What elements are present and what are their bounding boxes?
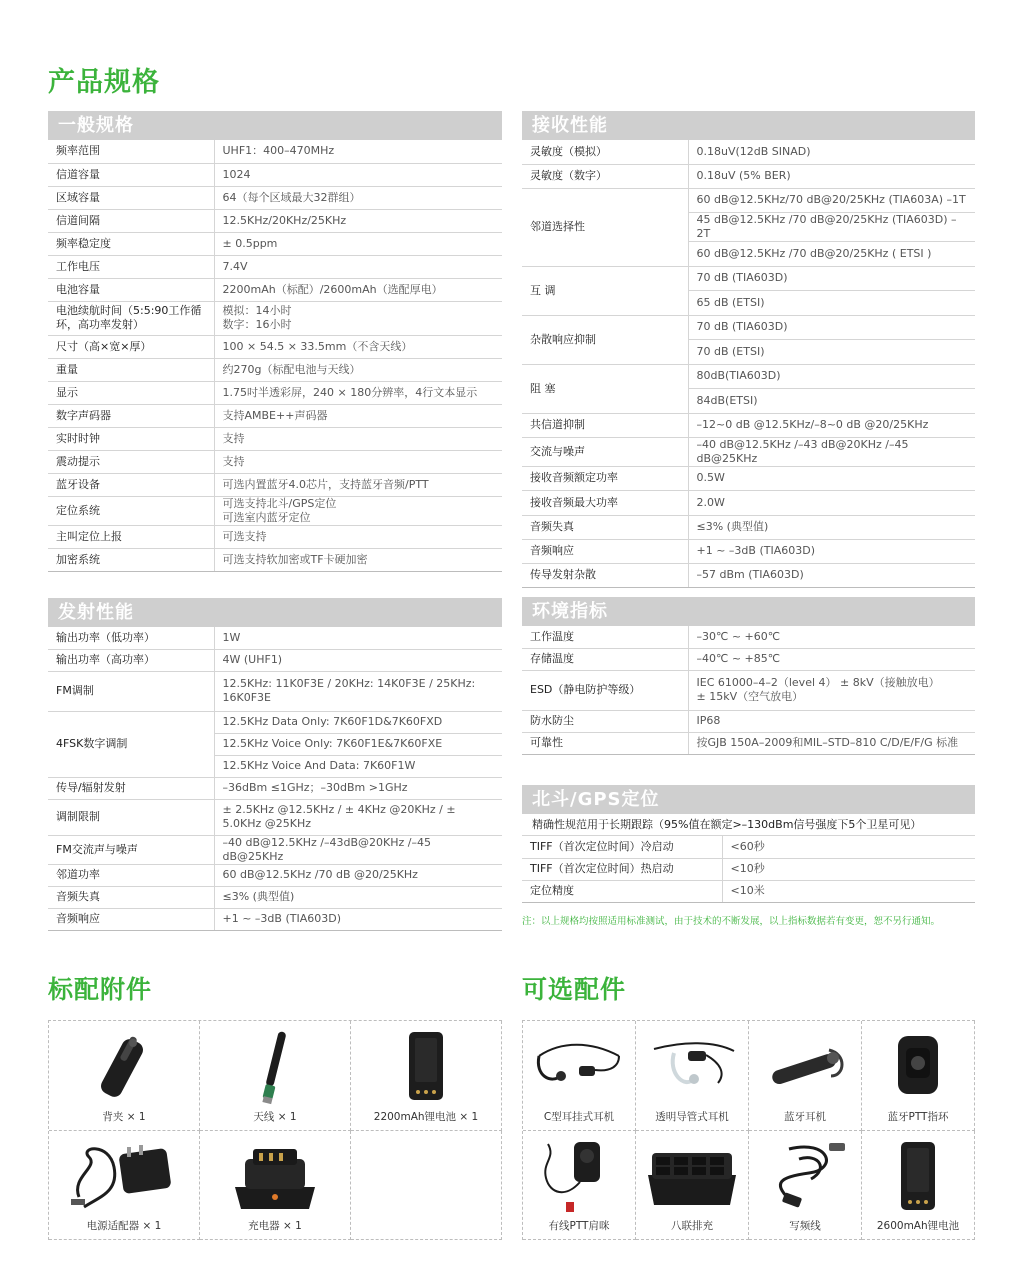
accessory-cell: [636, 1021, 749, 1131]
spec-row: [522, 880, 975, 902]
spec-value: 60 dB@12.5KHz/70 dB@20/25KHz (TIA603A) –1T: [688, 188, 975, 212]
standard-accessories-grid: [48, 1020, 502, 1240]
spec-value: 80dB(TIA603D): [688, 364, 975, 388]
accessory-label: 写频线: [789, 1220, 821, 1232]
spec-label: 定位系统: [48, 496, 214, 525]
spec-row: [522, 466, 975, 490]
spec-label: 接收音频额定功率: [522, 466, 688, 490]
accessory-cell: [749, 1021, 862, 1131]
accessory-cell: [862, 1131, 975, 1241]
spec-value: –40 dB@12.5KHz /–43dB@20KHz /–45 dB@25KHz: [214, 835, 502, 864]
spec-row: [48, 835, 502, 864]
accessory-label: 八联排充: [671, 1220, 713, 1232]
spec-row: [522, 539, 975, 563]
spec-label: 杂散响应抑制: [522, 315, 688, 364]
accessory-cell: [200, 1021, 351, 1131]
spec-value: 1W: [214, 627, 502, 649]
spec-row: [48, 427, 502, 450]
spec-row: [522, 710, 975, 732]
accessory-label: 背夹 × 1: [102, 1110, 146, 1123]
spec-row: [522, 364, 975, 388]
spec-label: 交流与噪声: [522, 437, 688, 466]
charger-icon: [200, 1137, 350, 1215]
belt-clip-icon: [49, 1027, 199, 1105]
wired-ptt-mic-icon: [523, 1137, 635, 1215]
standard-accessories-title: 标配附件: [48, 975, 153, 1004]
optional-accessories-grid: [522, 1020, 975, 1240]
spec-label: 音频响应: [48, 908, 214, 930]
spec-label: FM交流声与噪声: [48, 835, 214, 864]
spec-value: 0.5W: [688, 466, 975, 490]
spec-value: 60 dB@12.5KHz /70 dB@20/25KHz ( ETSI ): [688, 241, 975, 266]
spec-label: 调制限制: [48, 799, 214, 835]
spec-value: –57 dBm (TIA603D): [688, 563, 975, 587]
receive-spec-header: 接收性能: [522, 111, 975, 140]
spec-row: [48, 404, 502, 427]
spec-value: ± 2.5KHz @12.5KHz / ± 4KHz @20KHz / ± 5.0KHz @25KHz: [214, 799, 502, 835]
spec-row: [48, 186, 502, 209]
spec-row: [48, 864, 502, 886]
spec-value: 可选支持北斗/GPS定位 可选室内蓝牙定位: [214, 496, 502, 525]
general-spec-panel: [48, 111, 502, 572]
environment-spec-header: 环境指标: [522, 597, 975, 626]
accessory-cell: [523, 1021, 636, 1131]
battery-icon: [351, 1027, 501, 1105]
spec-row: [48, 548, 502, 571]
spec-row: [522, 315, 975, 339]
spec-value: –12~0 dB @12.5KHz/–8~0 dB @20/25KHz: [688, 413, 975, 437]
accessory-label: 蓝牙PTT指环: [887, 1110, 949, 1123]
spec-value: 70 dB (ETSI): [688, 339, 975, 364]
spec-row: [522, 266, 975, 290]
accessory-label: 2200mAh锂电池 × 1: [373, 1110, 479, 1123]
spec-label: 信道容量: [48, 163, 214, 186]
spec-label: 传导发射杂散: [522, 563, 688, 587]
gps-accuracy-note: 精确性规范用于长期跟踪（95%值在额定>–130dBm信号强度下5个卫星可见）: [522, 814, 975, 836]
spec-value: ± 0.5ppm: [214, 232, 502, 255]
spec-label: FM调制: [48, 671, 214, 711]
spec-value: 约270g（标配电池与天线）: [214, 358, 502, 381]
spec-value: –40 dB@12.5KHz /–43 dB@20KHz /–45 dB@25KHz: [688, 437, 975, 466]
spec-value: 可选支持: [214, 525, 502, 548]
spec-label: 音频响应: [522, 539, 688, 563]
spec-row: [522, 858, 975, 880]
spec-value: 2200mAh（标配）/2600mAh（选配厚电）: [214, 278, 502, 301]
spec-row: [522, 626, 975, 648]
transmit-spec-header: 发射性能: [48, 598, 502, 627]
spec-value: 100 × 54.5 × 33.5mm（不含天线）: [214, 335, 502, 358]
accessory-label: C型耳挂式耳机: [543, 1110, 615, 1123]
spec-label: 实时时钟: [48, 427, 214, 450]
spec-value: 支持: [214, 450, 502, 473]
programming-cable-icon: [749, 1137, 861, 1215]
spec-value: –36dBm ≤1GHz；–30dBm >1GHz: [214, 777, 502, 799]
spec-label: 输出功率（低功率）: [48, 627, 214, 649]
spec-label: 传导/辐射发射: [48, 777, 214, 799]
spec-value: +1 ~ –3dB (TIA603D): [214, 908, 502, 930]
spec-row: [48, 908, 502, 930]
spec-row: [522, 188, 975, 212]
spec-label: 尺寸（高×宽×厚）: [48, 335, 214, 358]
spec-value: 1024: [214, 163, 502, 186]
spec-value: 12.5KHz: 11K0F3E / 20KHz: 14K0F3E / 25KHz: 16K0F3E: [214, 671, 502, 711]
general-spec-header: 一般规格: [48, 111, 502, 140]
spec-label: 存储温度: [522, 648, 688, 670]
bluetooth-ptt-ring-icon: [862, 1027, 974, 1105]
spec-label: 音频失真: [522, 515, 688, 539]
spec-value: ≤3% (典型值): [688, 515, 975, 539]
accessory-cell: [749, 1131, 862, 1241]
spec-value: IP68: [688, 710, 975, 732]
spec-label: 重量: [48, 358, 214, 381]
spec-label: 显示: [48, 381, 214, 404]
spec-value: 84dB(ETSI): [688, 388, 975, 413]
environment-spec-table: [522, 626, 975, 755]
spec-row: [48, 163, 502, 186]
spec-row: [48, 140, 502, 163]
spec-value: 支持: [214, 427, 502, 450]
transmit-spec-table: [48, 627, 502, 931]
spec-row: [48, 671, 502, 711]
spec-row: [522, 140, 975, 164]
spec-label: 震动提示: [48, 450, 214, 473]
accessory-label: 充电器 × 1: [248, 1220, 302, 1232]
spec-value: <10秒: [722, 858, 975, 880]
receive-spec-table: [522, 140, 975, 588]
spec-row: [48, 886, 502, 908]
spec-label: 互 调: [522, 266, 688, 315]
spec-row: [48, 525, 502, 548]
spec-value: 45 dB@12.5KHz /70 dB@20/25KHz (TIA603D) –2T: [688, 212, 975, 241]
spec-label: 共信道抑制: [522, 413, 688, 437]
spec-row: [48, 799, 502, 835]
spec-row: [48, 209, 502, 232]
page-title: 产品规格: [48, 67, 160, 98]
spec-row: [522, 413, 975, 437]
c-earhook-earphone-icon: [523, 1027, 635, 1105]
spec-value: 0.18uV (5% BER): [688, 164, 975, 188]
spec-row: [48, 649, 502, 671]
spec-value: 1.75吋半透彩屏，240 × 180分辨率，4行文本显示: [214, 381, 502, 404]
power-adapter-icon: [49, 1137, 199, 1215]
spec-row: [48, 335, 502, 358]
spec-row: [48, 450, 502, 473]
spec-footnote: 注：以上规格均按照适用标准测试，由于技术的不断发展，以上指标数据若有变更，恕不另行通知。: [522, 916, 941, 927]
spec-label: 电池续航时间（5:5:90工作循环，高功率发射）: [48, 301, 214, 335]
spec-value: <10米: [722, 880, 975, 902]
bluetooth-headset-icon: [749, 1027, 861, 1105]
transmit-spec-panel: [48, 598, 502, 931]
spec-value: 12.5KHz/20KHz/25KHz: [214, 209, 502, 232]
spec-label: 主叫定位上报: [48, 525, 214, 548]
accessory-label: 2600mAh锂电池: [876, 1220, 960, 1232]
spec-row: [522, 515, 975, 539]
accessory-label: 天线 × 1: [253, 1110, 297, 1123]
spec-value: 4W (UHF1): [214, 649, 502, 671]
spec-row: [522, 164, 975, 188]
battery-icon: [862, 1137, 974, 1215]
spec-label: 输出功率（高功率）: [48, 649, 214, 671]
accessory-cell: [636, 1131, 749, 1241]
spec-row: [522, 732, 975, 754]
accessory-cell: [523, 1131, 636, 1241]
spec-row: [48, 711, 502, 733]
spec-value: 70 dB (TIA603D): [688, 315, 975, 339]
spec-label: 防水防尘: [522, 710, 688, 732]
spec-value: 按GJB 150A–2009和MIL–STD–810 C/D/E/F/G 标准: [688, 732, 975, 754]
spec-label: 频率稳定度: [48, 232, 214, 255]
spec-value: +1 ~ –3dB (TIA603D): [688, 539, 975, 563]
spec-label: 定位精度: [522, 880, 722, 902]
optional-accessories-title: 可选配件: [522, 975, 627, 1004]
spec-value: 12.5KHz Data Only: 7K60F1D&7K60FXD: [214, 711, 502, 733]
spec-label: 蓝牙设备: [48, 473, 214, 496]
spec-label: 可靠性: [522, 732, 688, 754]
spec-label: 灵敏度（模拟）: [522, 140, 688, 164]
acoustic-tube-earphone-icon: [636, 1027, 748, 1105]
spec-row: [522, 490, 975, 515]
spec-label: 区域容量: [48, 186, 214, 209]
receive-spec-panel: [522, 111, 975, 588]
spec-value: UHF1：400–470MHz: [214, 140, 502, 163]
spec-row: [48, 255, 502, 278]
spec-label: 信道间隔: [48, 209, 214, 232]
spec-value: IEC 61000–4–2（level 4） ± 8kV（接触放电） ± 15kV（空气放电）: [688, 670, 975, 710]
spec-label: 音频失真: [48, 886, 214, 908]
spec-label: 工作电压: [48, 255, 214, 278]
spec-row: [522, 437, 975, 466]
spec-value: 2.0W: [688, 490, 975, 515]
spec-value: 0.18uV(12dB SINAD): [688, 140, 975, 164]
antenna-icon: [200, 1027, 350, 1105]
gps-spec-table: [522, 836, 975, 903]
spec-value: 支持AMBE++声码器: [214, 404, 502, 427]
accessory-cell: [49, 1131, 200, 1241]
gps-spec-header: 北斗/GPS定位: [522, 785, 975, 814]
spec-row: [48, 496, 502, 525]
accessory-cell: [351, 1021, 502, 1131]
spec-row: [48, 381, 502, 404]
spec-value: 可选内置蓝牙4.0芯片，支持蓝牙音频/PTT: [214, 473, 502, 496]
spec-row: [522, 836, 975, 858]
spec-label: 阻 塞: [522, 364, 688, 413]
spec-value: 7.4V: [214, 255, 502, 278]
spec-value: 70 dB (TIA603D): [688, 266, 975, 290]
spec-label: 4FSK数字调制: [48, 711, 214, 777]
spec-label: 数字声码器: [48, 404, 214, 427]
spec-value: –30℃ ~ +60℃: [688, 626, 975, 648]
spec-row: [522, 648, 975, 670]
spec-row: [48, 301, 502, 335]
spec-label: TIFF（首次定位时间）冷启动: [522, 836, 722, 858]
spec-row: [48, 473, 502, 496]
accessory-cell: [49, 1021, 200, 1131]
spec-value: ≤3% (典型值): [214, 886, 502, 908]
spec-label: 灵敏度（数字）: [522, 164, 688, 188]
spec-value: 65 dB (ETSI): [688, 290, 975, 315]
spec-value: 60 dB@12.5KHz /70 dB @20/25KHz: [214, 864, 502, 886]
spec-row: [522, 670, 975, 710]
accessory-label: 透明导管式耳机: [655, 1110, 729, 1123]
spec-value: 12.5KHz Voice And Data: 7K60F1W: [214, 755, 502, 777]
spec-row: [48, 627, 502, 649]
spec-row: [48, 358, 502, 381]
spec-value: –40℃ ~ +85℃: [688, 648, 975, 670]
spec-label: ESD（静电防护等级）: [522, 670, 688, 710]
accessory-cell: [862, 1021, 975, 1131]
spec-row: [522, 563, 975, 587]
spec-label: 工作温度: [522, 626, 688, 648]
accessory-cell: [351, 1131, 502, 1241]
spec-value: 12.5KHz Voice Only: 7K60F1E&7K60FXE: [214, 733, 502, 755]
general-spec-table: [48, 140, 502, 572]
spec-label: 接收音频最大功率: [522, 490, 688, 515]
accessory-label: 蓝牙耳机: [784, 1110, 826, 1123]
accessory-label: 有线PTT肩咪: [548, 1220, 610, 1232]
spec-label: 邻道功率: [48, 864, 214, 886]
environment-spec-panel: [522, 597, 975, 755]
spec-label: 邻道选择性: [522, 188, 688, 266]
spec-row: [48, 777, 502, 799]
spec-label: 电池容量: [48, 278, 214, 301]
multi-unit-charger-icon: [636, 1137, 748, 1215]
spec-label: TIFF（首次定位时间）热启动: [522, 858, 722, 880]
spec-label: 加密系统: [48, 548, 214, 571]
spec-value: 64（每个区域最大32群组）: [214, 186, 502, 209]
gps-spec-panel: [522, 785, 975, 903]
accessory-label: 电源适配器 × 1: [86, 1220, 162, 1232]
spec-value: 可选支持软加密或TF卡硬加密: [214, 548, 502, 571]
spec-row: [48, 278, 502, 301]
spec-value: 模拟：14小时 数字：16小时: [214, 301, 502, 335]
spec-value: <60秒: [722, 836, 975, 858]
accessory-cell: [200, 1131, 351, 1241]
spec-row: [48, 232, 502, 255]
spec-label: 频率范围: [48, 140, 214, 163]
